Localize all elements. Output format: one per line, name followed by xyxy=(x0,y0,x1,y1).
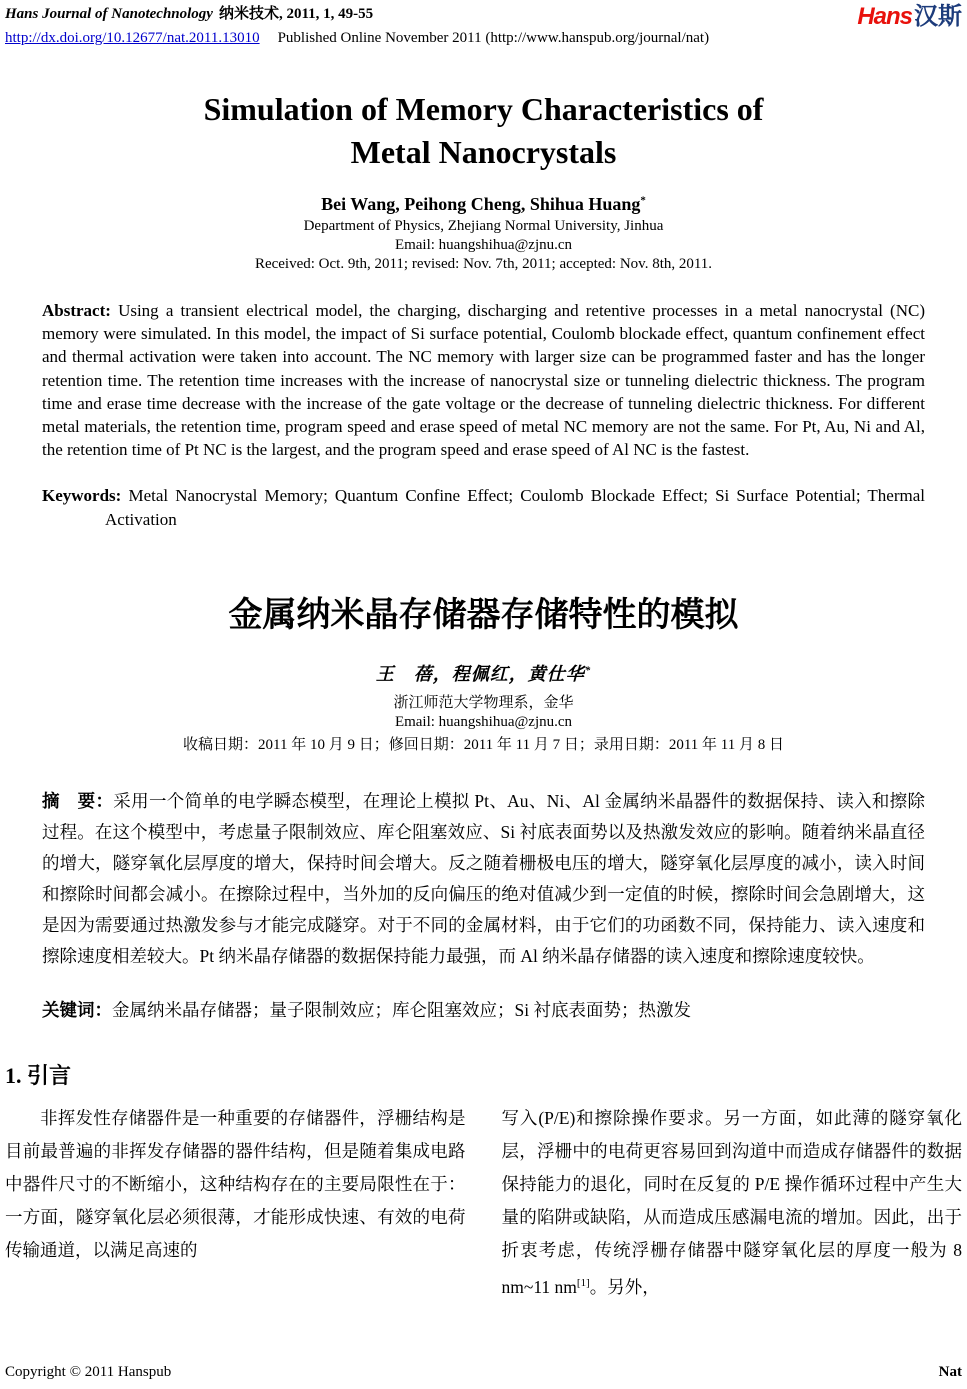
keywords-label-zh: 关键词： xyxy=(42,999,112,1020)
abstract-label-zh: 摘 要： xyxy=(42,790,114,811)
author-names-en: Bei Wang, Peihong Cheng, Shihua Huang xyxy=(321,194,641,214)
keywords-label-en: Keywords: xyxy=(42,486,122,506)
section-1-number: 1. xyxy=(5,1062,22,1088)
paragraph-right-text-a: 写入(P/E)和擦除操作要求。另一方面，如此薄的隧穿氧化层，浮栅中的电荷更容易回到沟道中而造成存储器件的数据保持能力的退化，同时在反复的 P/E 操作循环过程中产生大量的陷阱或缺陷，从而造成压感漏电流的增加。因此，出于折衷考虑，传统浮栅存储器中隧穿氧化层的厚度一般为 8 nm~11 nm xyxy=(501,1107,962,1297)
corresponding-author-asterisk-zh: * xyxy=(584,664,592,677)
section-1-title: 引言 xyxy=(27,1062,72,1088)
column-left xyxy=(5,1102,466,1304)
header-left xyxy=(5,4,709,48)
hans-logo-latin: Hans xyxy=(857,3,912,30)
keywords-en xyxy=(42,484,925,530)
section-1-heading xyxy=(5,1059,962,1090)
journal-name: Hans Journal of Nanotechnology xyxy=(5,6,213,22)
article-title-line2: Metal Nanocrystals xyxy=(350,134,617,170)
author-names-line xyxy=(5,194,962,215)
author-names-line-zh xyxy=(5,660,962,686)
keywords-text-en: Metal Nanocrystal Memory; Quantum Confine Effect; Coulomb Blockade Effect; Si Surface Potential; Thermal Activation xyxy=(105,486,926,529)
page-header xyxy=(5,4,962,48)
journal-abbreviation: Nat xyxy=(938,1364,962,1380)
keywords-text-zh: 金属纳米晶存储器；量子限制效应；库仑阻塞效应；Si 衬底表面势；热激发 xyxy=(112,999,691,1020)
abstract-text-zh: 采用一个简单的电学瞬态模型，在理论上模拟 Pt、Au、Ni、Al 金属纳米晶器件的数据保持、读入和擦除过程。在这个模型中，考虑量子限制效应、库仑阻塞效应、Si 衬底表面势以及热激发效应的影响。随着纳米晶直径的增大，隧穿氧化层厚度的增大，保持时间会增大。反之随着栅极电压的增大，隧穿氧化层厚度的减小，读入时间和擦除时间都会减小。在擦除过程中，当外加的反向偏压的绝对值减少到一定值的时候，擦除时间会急剧增大，这是因为需要通过热激发参与才能完成隧穿。对于不同的金属材料，由于它们的功函数不同，保持能力、读入速度和擦除速度相差较大。Pt 纳米晶存储器的数据保持能力最强，而 Al 纳米晶存储器的读入速度和擦除速度较快。 xyxy=(42,790,926,966)
received-dates-en: Received: Oct. 9th, 2011; revised: Nov. 7th, 2011; accepted: Nov. 8th, 2011. xyxy=(254,256,713,272)
authors-block-zh xyxy=(5,660,962,754)
affiliation-en: Department of Physics, Zhejiang Normal University, Jinhua xyxy=(303,218,664,234)
article-title-line1: Simulation of Memory Characteristics of xyxy=(203,91,764,127)
email-zh: Email: huangshihua@zjnu.cn xyxy=(394,713,573,730)
corresponding-author-asterisk: * xyxy=(640,194,646,207)
authors-block-en xyxy=(5,194,962,273)
journal-title-line xyxy=(5,4,709,24)
hans-logo-chinese: 汉斯 xyxy=(914,3,962,30)
article-title-zh: 金属纳米晶存储器存储特性的模拟 xyxy=(228,596,739,634)
abstract-en xyxy=(42,299,925,461)
doi-line xyxy=(5,28,709,48)
received-dates-zh: 收稿日期：2011 年 10 月 9 日；修回日期：2011 年 11 月 7 日；录用日期：2011 年 11 月 8 日 xyxy=(183,736,784,753)
hans-logo xyxy=(857,4,962,30)
paragraph-right-text-b: 。另外， xyxy=(589,1276,660,1297)
page-footer xyxy=(5,1364,962,1381)
abstract-text-en: Using a transient electrical model, the charging, discharging and retentive processes in a metal nanocrystal (NC) memory were simulated. In this model, the impact of Si surface potential, Coulomb blockade effect, quantum confinement effect and thermal activation were taken into account. The NC memory with larger size can be programmed faster and has the longer retention time. The retention time increases with the increase of nanocrystal size or tunneling dielectric thickness. The program time and erase time decrease with the increase of the gate voltage or the decrease of tunneling dielectric thickness. For different metal materials, the retention time, program speed and erase speed of metal NC memory are not the same. For Pt, Au, Ni and Al, the retention time of Pt NC is the largest, and the program speed and erase speed of Al NC is the fastest. xyxy=(42,301,925,460)
published-note: Published Online November 2011 (http://www.hanspub.org/journal/nat) xyxy=(277,30,710,46)
abstract-zh xyxy=(42,786,925,972)
column-right xyxy=(502,1102,963,1304)
email-en: Email: huangshihua@zjnu.cn xyxy=(394,237,573,253)
two-column-body xyxy=(5,1102,962,1304)
doi-link[interactable]: http://dx.doi.org/10.12677/nat.2011.13010 xyxy=(5,30,260,46)
affiliation-zh: 浙江师范大学物理系，金华 xyxy=(393,694,574,711)
journal-issue: 纳米技术, 2011, 1, 49-55 xyxy=(218,6,374,22)
reference-1-superscript: [1] xyxy=(576,1276,590,1289)
author-names-zh: 王 蓓，程佩红，黄仕华 xyxy=(375,663,585,684)
paragraph-left: 非挥发性存储器件是一种重要的存储器件，浮栅结构是目前最普遍的非挥发存储器的器件结构，但是随着集成电路中器件尺寸的不断缩小，这种结构存在的主要局限性在于：一方面，隧穿氧化层必须很薄，才能形成快速、有效的电荷传输通道，以满足高速的 xyxy=(5,1107,466,1260)
keywords-zh xyxy=(42,998,925,1023)
abstract-label-en: Abstract: xyxy=(42,301,111,320)
paragraph-right xyxy=(502,1102,963,1304)
copyright-notice: Copyright © 2011 Hanspub xyxy=(5,1364,172,1380)
article-title-en xyxy=(5,88,962,174)
